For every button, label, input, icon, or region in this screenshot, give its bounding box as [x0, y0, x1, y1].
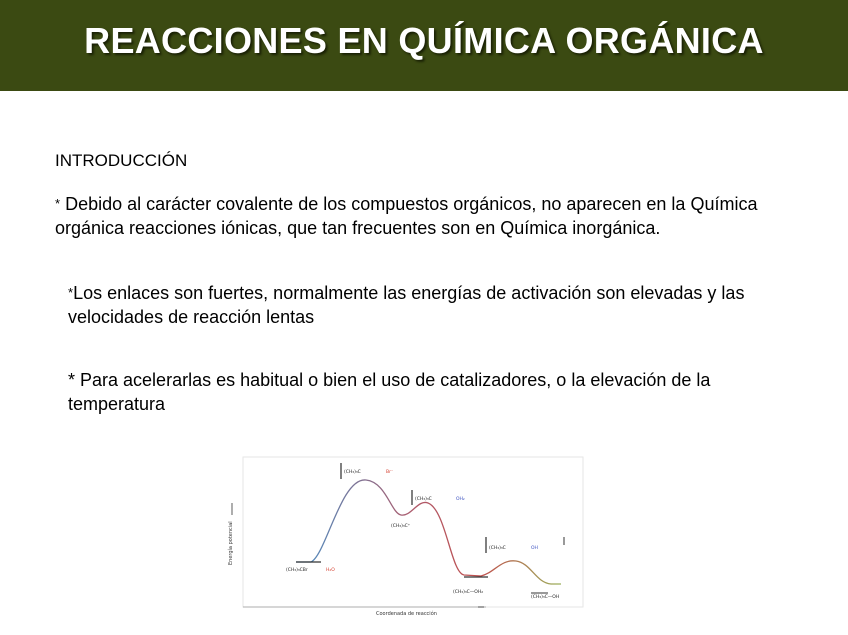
ts2-tag: OH₂ [456, 497, 465, 502]
plot-frame [243, 457, 583, 607]
slide-title: REACCIONES EN QUÍMICA ORGÁNICA [84, 20, 764, 61]
bullet-1: * [55, 196, 61, 211]
bullet-3: * [68, 370, 76, 390]
intermediate-label: (CH₃)₃C⁺ [391, 524, 411, 529]
ts2-label: (CH₃)₃C [415, 497, 432, 502]
oxonium-label: (CH₃)₃C—OH₂ [453, 590, 484, 595]
energy-diagram [226, 455, 586, 620]
paragraph-1-text: Debido al carácter covalente de los compuestos orgánicos, no aparecen en la Química orgánica reacciones iónicas, que tan frecuentes son en Química inorgánica. [55, 194, 758, 238]
paragraph-3-text: Para acelerarlas es habitual o bien el uso de catalizadores, o la elevación de la temperatura [68, 370, 711, 414]
product-label: (CH₃)₃C—OH [531, 595, 560, 600]
title-bar [0, 0, 848, 91]
ts1-label: (CH₃)₃C [344, 470, 361, 475]
energy-diagram-svg [226, 455, 586, 620]
paragraph-3 [68, 368, 808, 416]
x-axis-label: Coordenada de reacción [376, 611, 437, 617]
paragraph-2 [68, 281, 788, 329]
ts1-tag: Br⁻ [386, 470, 394, 475]
reactant-tag: H₂O [326, 568, 335, 573]
ts3-tag: OH [531, 546, 538, 551]
paragraph-1 [55, 192, 825, 240]
bullet-2: * [68, 285, 74, 300]
reactant-label: (CH₃)₃CBr [286, 568, 308, 573]
paragraph-2-text: Los enlaces son fuertes, normalmente las energías de activación son elevadas y las velocidades de reacción lentas [68, 283, 745, 327]
section-heading: INTRODUCCIÓN [55, 151, 188, 170]
y-axis-label: Energía potencial [228, 521, 234, 565]
ts3-label: (CH₃)₃C [489, 546, 506, 551]
